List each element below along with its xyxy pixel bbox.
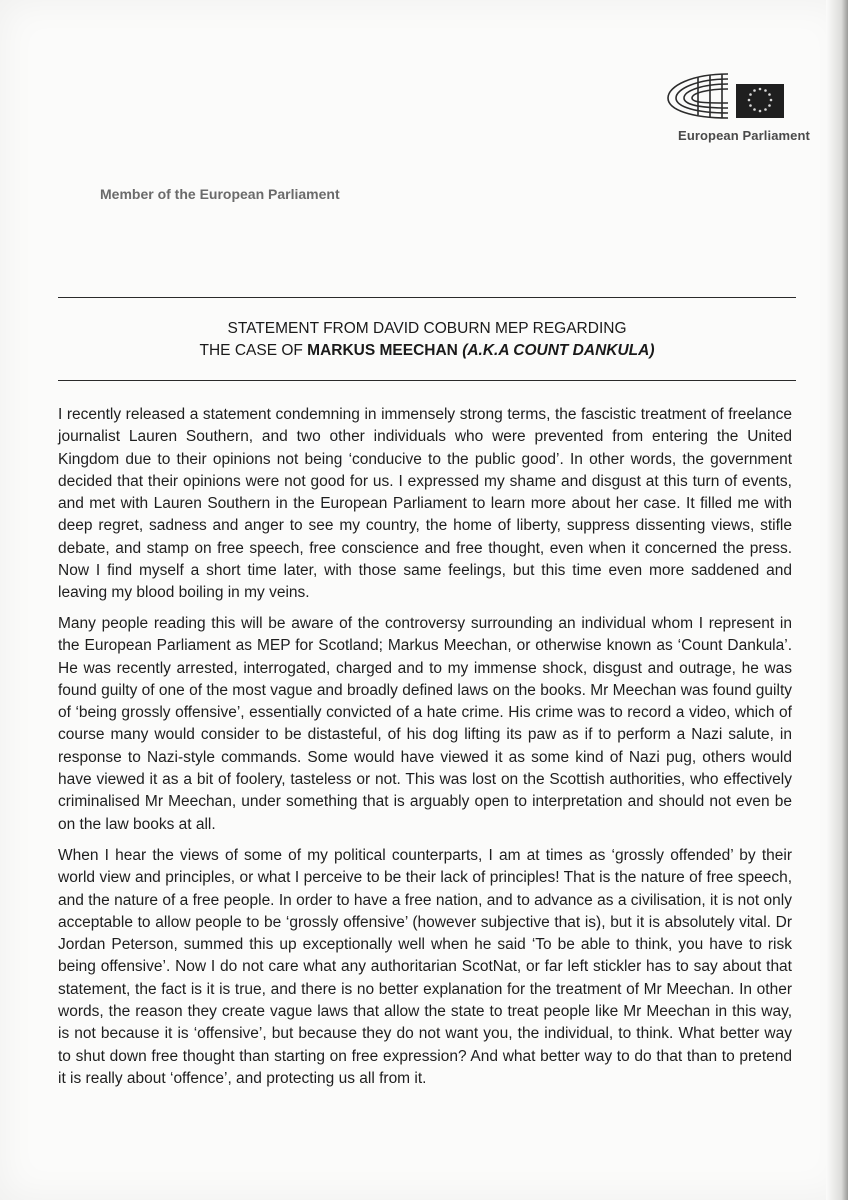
title-alias: (A.K.A COUNT DANKULA) <box>462 342 655 359</box>
title-line-1: STATEMENT FROM DAVID COBURN MEP REGARDING <box>227 320 627 337</box>
title-prefix: THE CASE OF <box>199 342 308 359</box>
member-line: Member of the European Parliament <box>100 186 340 202</box>
divider-bottom <box>58 380 796 381</box>
hemicycle-flag-icon <box>662 66 790 122</box>
body-paragraph: I recently released a statement condemning in immensely strong terms, the fascistic treatment of freelance journalist Lauren Southern, and two other individuals who were prevented from entering the United Kingdom due to their opinions not being ‘conducive to the public good’. In other words, the government decided that their opinions were not good for us. I expressed my shame and disgust at this turn of events, and met with Lauren Southern in the European Parliament to learn more about her case. It filled me with deep regret, sadness and anger to see my country, the home of liberty, suppress dissenting views, stifle debate, and stamp on free speech, free conscience and free thought, even when it concerned the press. Now I find myself a short time later, with those same feelings, but this time even more saddened and leaving my blood boiling in my veins. <box>58 406 792 602</box>
statement-title <box>58 318 796 362</box>
body-paragraph: When I hear the views of some of my political counterparts, I am at times as ‘grossly offended’ by their world view and principles, or what I perceive to be their lack of principles! That is the nature of free speech, and the nature of a free people. In order to have a free nation, and to advance as a civilisation, it is not only acceptable to allow people to be ‘grossly offensive’ (however subjective that is), but it is absolutely vital. Dr Jordan Peterson, summed this up exceptionally well when he said ‘To be able to think, you have to risk being offensive’. Now I do not care what any authoritarian ScotNat, or far left stickler has to say about that statement, the fact is it is true, and there is no better explanation for the treatment of Mr Meechan. In other words, the reason they create vague laws that allow the state to treat people like Mr Meechan in this way, is not because it is ‘offensive’, but because they do not want you, the individual, to think. What better way to shut down free thought than starting on free expression? And what better way to do that than to pretend it is really about ‘offence’, and protecting us all from it. <box>58 847 792 1087</box>
scan-edge-shadow <box>826 0 848 1200</box>
logo-label: European Parliament <box>678 128 810 143</box>
title-line-2 <box>58 340 796 362</box>
divider-top <box>58 297 796 298</box>
title-name: MARKUS MEECHAN <box>307 342 458 359</box>
european-parliament-logo <box>636 66 816 146</box>
body-paragraph: Many people reading this will be aware of the controversy surrounding an individual whom I represent in the European Parliament as MEP for Scotland; Markus Meechan, or otherwise known as ‘Count Dankula’. He was recently arrested, interrogated, charged and to my immense shock, disgust and outrage, he was found guilty of one of the most vague and broadly defined laws on the books. Mr Meechan was found guilty of ‘being grossly offensive’, essentially convicted of a hate crime. His crime was to record a video, which of course many would consider to be distasteful, of his dog lifting its paw as if to perform a Nazi salute, in response to Nazi-style commands. Some would have viewed it as some kind of Nazi pug, others would have viewed it as a bit of foolery, tasteless or not. This was lost on the Scottish authorities, who effectively criminalised Mr Meechan, under something that is arguably open to interpretation and should not even be on the law books at all. <box>58 615 792 833</box>
